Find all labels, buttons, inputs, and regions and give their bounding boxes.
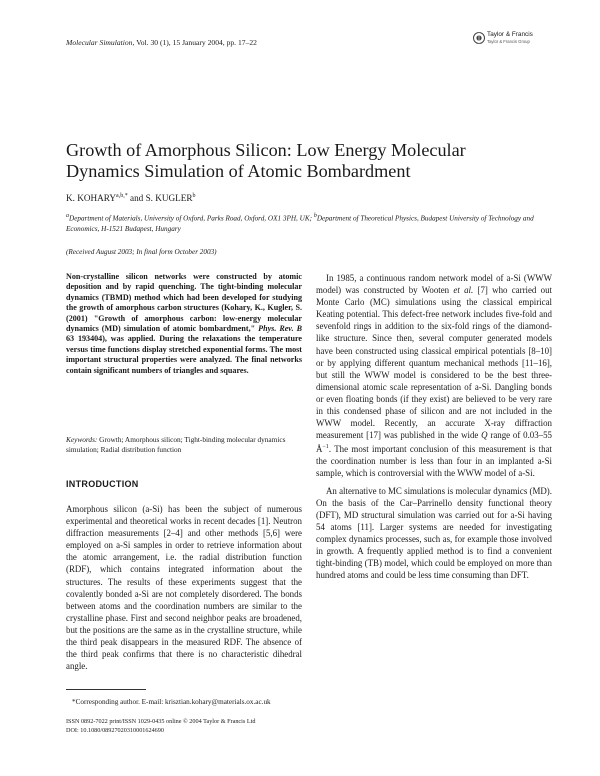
publisher-name: Taylor & Francis: [487, 31, 533, 38]
publisher-wordmark: [487, 31, 533, 45]
body-paragraph-2: An alternative to MC simulations is molecular dynamics (MD). On the basis of the Car–Parrinello density functional theory (DFT), MD structural simulation was carried out for a-Si having 54 atoms [11]. Larger systems are needed for investigating complex dynamics processes, such as, for example those involved in growth. A frequently applied method is to find a convenient tight-binding (TB) model, which could be employed on more than hundred atoms and could be less time consuming than DFT.: [316, 485, 552, 581]
abstract: [66, 272, 302, 376]
received-dates: (Received August 2003; In final form October 2003): [66, 248, 217, 256]
publisher-group: Taylor & Francis Group: [487, 39, 530, 44]
section-heading: INTRODUCTION: [66, 479, 139, 489]
author-kugler-marks: b: [192, 193, 196, 199]
issn-block: [66, 717, 255, 735]
affiliation-a: Department of Materials, University of Oxford, Parks Road, Oxford, OX1 3PH, UK;: [69, 214, 314, 223]
right-column: [316, 272, 552, 581]
intro-paragraph: Amorphous silicon (a-Si) has been the subject of numerous experimental and theoretical works in recent decades [1]. Neutron diffraction measurements [2–4] and other methods [5,6] were employed on a-Si samples in order to retrieve information about the atomic arrangement, i.e. the radial distribution function (RDF), which contains integrated information about the structures. The results of these experiments suggest that the covalently bonded a-Si are not completely disordered. The bonds between atoms and the coordination numbers are similar to the crystalline phase. First and second neighbor peaks are broadened, but the positions are the same as in the crystalline structure, while the third peak disappears in the measured RDF. The absence of the third peak confirms that there is no characteristic dihedral angle.: [66, 504, 302, 672]
body-paragraph-1: [316, 272, 552, 480]
p1-text-b: [7] who carried out Monte Carlo (MC) simulations using the classical empirical Keating potential. This defect-free network includes five-fold and sevenfold rings in addition to the six-fold rings of the diamond-like structure. Since then, several computer generated models have been constructed using classical empirical potentials [8–10] or by applying different quantum mechanical methods [11–16], but still the WWW model is considered to be the best three-dimensional atomic scale representation of a-Si. Dangling bonds or even floating bonds (if they exist) are believed to be very rare in this condensed phase of silicon and are not included in the WWW model. Recently, an accurate X-ray diffraction measurement [17] was published in the wide: [316, 285, 553, 441]
affiliations: [66, 211, 548, 235]
p1-etal: et al.: [453, 285, 474, 296]
corresponding-author-footnote: *Corresponding author. E-mail: krisztian.kohary@materials.ox.ac.uk: [72, 698, 271, 706]
abstract-text: Non-crystalline silicon networks were constructed by atomic deposition and by rapid quenching. The tight-binding molecular dynamics (TBMD) method which had been developed for studying the growth of amorphous carbon structures (Kohary, K., Kugler, S. (2001) "Growth of amorphous carbon: low-energy molecular dynamics (MD) simulation of atomic bombardment,": [66, 272, 302, 334]
keywords-label: Keywords:: [66, 435, 98, 444]
keywords-list: Growth; Amorphous silicon; Tight-binding molecular dynamics simulation; Radial distribution function: [66, 435, 286, 454]
affiliation-b: Department of Theoretical Physics, Budapest University of Technology and Economics, H-1521 Budapest, Hungary: [66, 214, 534, 233]
affiliation-b-mark: b: [313, 213, 317, 219]
affiliation-a-mark: a: [66, 213, 69, 219]
p1-text-c: range of 0.03–55 Å: [316, 430, 552, 455]
intro-column: [66, 503, 302, 672]
author-kugler: S. KUGLER: [145, 193, 193, 204]
author-kohary: K. KOHARY: [66, 193, 117, 204]
p1-q-symbol: Q: [481, 430, 488, 441]
journal-issue-info: Vol. 30 (1), 15 January 2004, pp. 17–22: [136, 38, 257, 47]
p1-text-d: . The most important conclusion of this measurement is that the coordination number is less than four in an implanted a-Si sample, which is controversial with the WWW model of a-Si.: [316, 444, 552, 479]
keywords: [66, 435, 302, 455]
abstract-journal-ref: Phys. Rev. B: [258, 324, 303, 334]
author-line: [66, 193, 196, 203]
journal-name: Molecular Simulation,: [66, 38, 135, 47]
doi-line: DOI: 10.1080/08927020310001624690: [66, 727, 164, 734]
p1-text-a: In 1985, a continuous random network model of a-Si (WWW model) was constructed by Wooten: [316, 273, 552, 296]
footnote-rule: [66, 689, 146, 690]
journal-header: [66, 38, 257, 47]
publisher-emblem-icon: [472, 31, 486, 45]
p1-exponent: −1: [322, 444, 329, 451]
author-kohary-marks: a,b,*: [116, 193, 128, 199]
publisher-logo: [472, 31, 542, 53]
issn-line: ISSN 0892-7022 print/ISSN 1029-0435 online © 2004 Taylor & Francis Ltd: [66, 718, 256, 725]
paper-title: Growth of Amorphous Silicon: Low Energy Molecular Dynamics Simulation of Atomic Bombardment: [66, 140, 466, 181]
abstract-text-end: 63 193404), was applied. During the relaxations the temperature versus time functions display stretched exponential forms. The most important structural properties were analyzed. The final networks contain significant numbers of triangles and squares.: [66, 334, 302, 375]
author-joiner: and: [127, 193, 146, 204]
